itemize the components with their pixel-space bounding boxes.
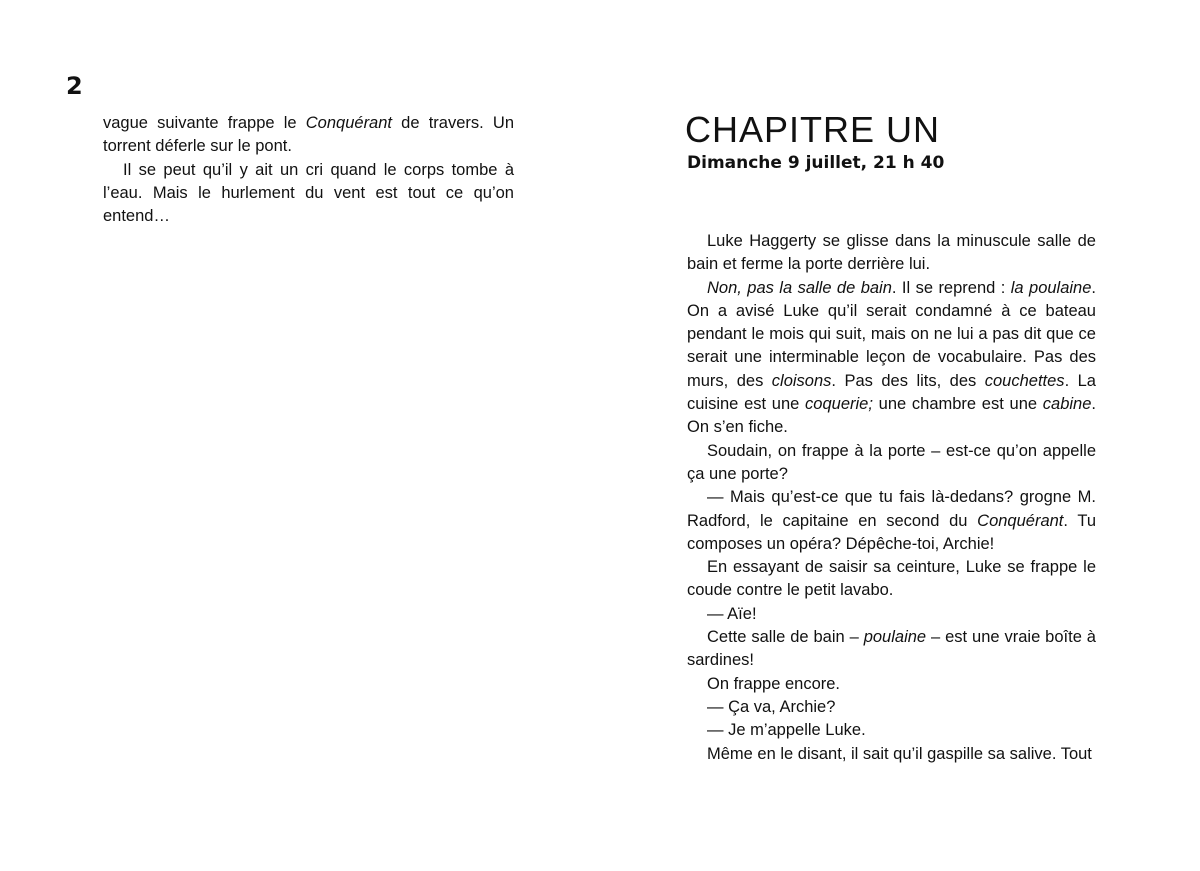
text-run: . On s’en fiche.	[687, 395, 1096, 437]
paragraph	[687, 277, 1096, 440]
text-run: Luke Haggerty se glisse dans la minuscule salle de bain et ferme la porte derrière lui.	[687, 232, 1096, 274]
text-run: Même en le disant, il sait qu’il gaspille sa salive. Tout	[707, 744, 1092, 763]
paragraph	[687, 626, 1096, 673]
text-run: . Pas des lits, des	[831, 371, 985, 390]
text-run: Soudain, on frappe à la porte – est-ce qu’on appelle ça une porte?	[687, 441, 1096, 483]
text-run: — Ça va, Archie?	[707, 697, 836, 716]
paragraph	[103, 112, 514, 159]
paragraph	[687, 673, 1096, 696]
italic-text: la poulaine	[1010, 278, 1092, 297]
paragraph	[687, 440, 1096, 487]
text-run: . Tu composes un opéra? Dépêche-toi, Archie!	[687, 511, 1096, 553]
text-run: . On a avisé Luke qu’il serait condamné à ce bateau pendant le mois qui suit, mais on ne lui a pas dit que ce serait une interminable leçon de vocabulaire. Pas des murs, des	[687, 278, 1097, 390]
paragraph	[687, 719, 1096, 742]
paragraph	[687, 556, 1096, 603]
text-run: vague suivante frappe le	[103, 114, 306, 132]
italic-text: Non, pas la salle de bain	[707, 278, 892, 297]
page-number: 2	[66, 72, 83, 100]
paragraph	[687, 743, 1096, 766]
text-run: une chambre est une	[872, 395, 1043, 414]
text-run: . La cuisine est une	[687, 371, 1096, 414]
paragraph	[687, 603, 1096, 626]
text-run: — Mais qu’est-ce que tu fais là-dedans? grogne M. Radford, le capitaine en second du	[687, 488, 1096, 530]
chapter-date: Dimanche 9 juillet, 21 h 40	[687, 153, 945, 173]
chapter-title: CHAPITRE UN	[685, 109, 941, 150]
paragraph	[687, 696, 1096, 719]
text-run: Cette salle de bain –	[707, 628, 864, 647]
italic-text: cabine	[1042, 395, 1092, 414]
paragraph	[687, 486, 1096, 556]
left-page-body	[103, 112, 514, 228]
italic-text: cloisons	[771, 371, 832, 390]
text-run: — Aïe!	[707, 604, 757, 623]
text-run: On frappe encore.	[707, 674, 840, 693]
paragraph	[103, 159, 514, 229]
italic-text: poulaine	[863, 628, 927, 647]
italic-text: coquerie;	[805, 395, 873, 414]
paragraph	[687, 230, 1096, 277]
italic-text: Conquérant	[305, 114, 392, 132]
italic-text: couchettes	[984, 371, 1065, 390]
text-run: En essayant de saisir sa ceinture, Luke se frappe le coude contre le petit lavabo.	[687, 558, 1096, 600]
right-page-body	[687, 230, 1096, 766]
text-run: . Il se reprend :	[891, 278, 1011, 297]
text-run: — Je m’appelle Luke.	[707, 721, 866, 740]
italic-text: Conquérant	[977, 511, 1064, 530]
text-run: – est une vraie boîte à sardines!	[687, 628, 1096, 670]
text-run: Il se peut qu’il y ait un cri quand le corps tombe à l’eau. Mais le hurlement du vent est tout ce qu’on entend…	[103, 160, 514, 226]
text-run: de travers. Un torrent déferle sur le pont.	[103, 114, 514, 156]
